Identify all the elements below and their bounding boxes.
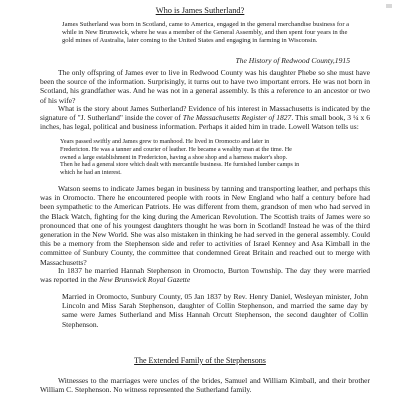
paragraph-4 — [40, 266, 370, 284]
paragraph-6: Witnesses to the marriages were uncles of the brides, Samuel and William Kimball, and their brother William C. Stephenson. No witness represented the Sutherland family. — [40, 376, 370, 395]
paragraph-1: The only offspring of James ever to live in Redwood County was his daughter Phebe so she must have been the source of the information. Surprisingly, it turns out to have two important errors. He was not born in Scotland, his grandfather was. And he was not in a general assembly. Is this a reference to an ancestor or two of his wife? — [40, 68, 370, 105]
intro-citation: The History of Redwood County,1915 — [235, 56, 350, 65]
paragraph-2-text-b: . This small book, 3 ¼ x 6 inches, has legal, political and business information. Perhaps it aided him in trade. Lowell Watson tells us: — [40, 113, 370, 132]
paragraph-2-text-a: What is the story about James Sutherland? Evidence of his interest in Massachusetts is indicated by the signature of "J. Sutherland" inside the cover of — [40, 104, 370, 123]
page-title: Who is James Sutherland? — [155, 6, 245, 15]
paragraph-3: Watson seems to indicate James began in business by tanning and transporting leather, and perhaps this was in Oromocto. There he encountered people with roots in New England who half a century before had been sympathetic to the American Patriots. He was different from them, grandson of men who had served in the Black Watch, fighting for the king during the American Revolution. The Scottish traits of James were so pronounced that one of his youngest daughters thought he was born in Scotland! Instead he was of the third generation in the New World. She was also mistaken in thinking he had served in the general assembly. Could this be a memory from the Stephenson side and refer to activities of Israel Kenney and Asa Kimball in the committee of Sunbury County, the committee that condemned Great Britain and reached out to merge with Massachusetts? — [40, 184, 370, 267]
paragraph-2 — [40, 104, 370, 132]
gazette-title: New Brunswick Royal Gazette — [99, 275, 191, 285]
watson-quote — [60, 138, 300, 177]
paragraph-4-text: In 1837 he married Hannah Stephenson in Oromocto, Burton Township. The day they were married was reported in the — [40, 266, 370, 285]
section-subtitle: The Extended Family of the Stephensons — [134, 356, 266, 365]
register-title: The Massachusetts Register of 1827 — [182, 113, 292, 123]
paragraph-5: Married in Oromocto, Sunbury County, 05 Jan 1837 by Rev. Henry Daniel, Wesleyan minister, John Lincoln and Miss Sarah Stephenson, daughter of Collin Stephenson, and married the same day by same were James Sutherland and Miss Hannah Orcutt Stephenson, the second daughter of Collin Stephenson. — [62, 292, 368, 329]
watson-quote-text: Years passed swiftly and James grew to manhood. He lived in Oromocto and later in Fredericton. He was a tanner and courier of leather. He became a wealthy man at the time. He owned a large establishment in Fredericton, having a shoe shop and a harness maker's shop. Then he had a general store which dealt with mercantile business. He furnished lumber camps in which he had an interest. — [60, 138, 300, 177]
intro-quote: James Sutherland was born in Scotland, came to America, engaged in the general merchandise business for a while in New Brunswick, where he was a member of the General Assembly, and then spent four years in the gold mines of Australia, later coming to the United States and engaging in farming in Wisconsin. — [62, 21, 350, 45]
